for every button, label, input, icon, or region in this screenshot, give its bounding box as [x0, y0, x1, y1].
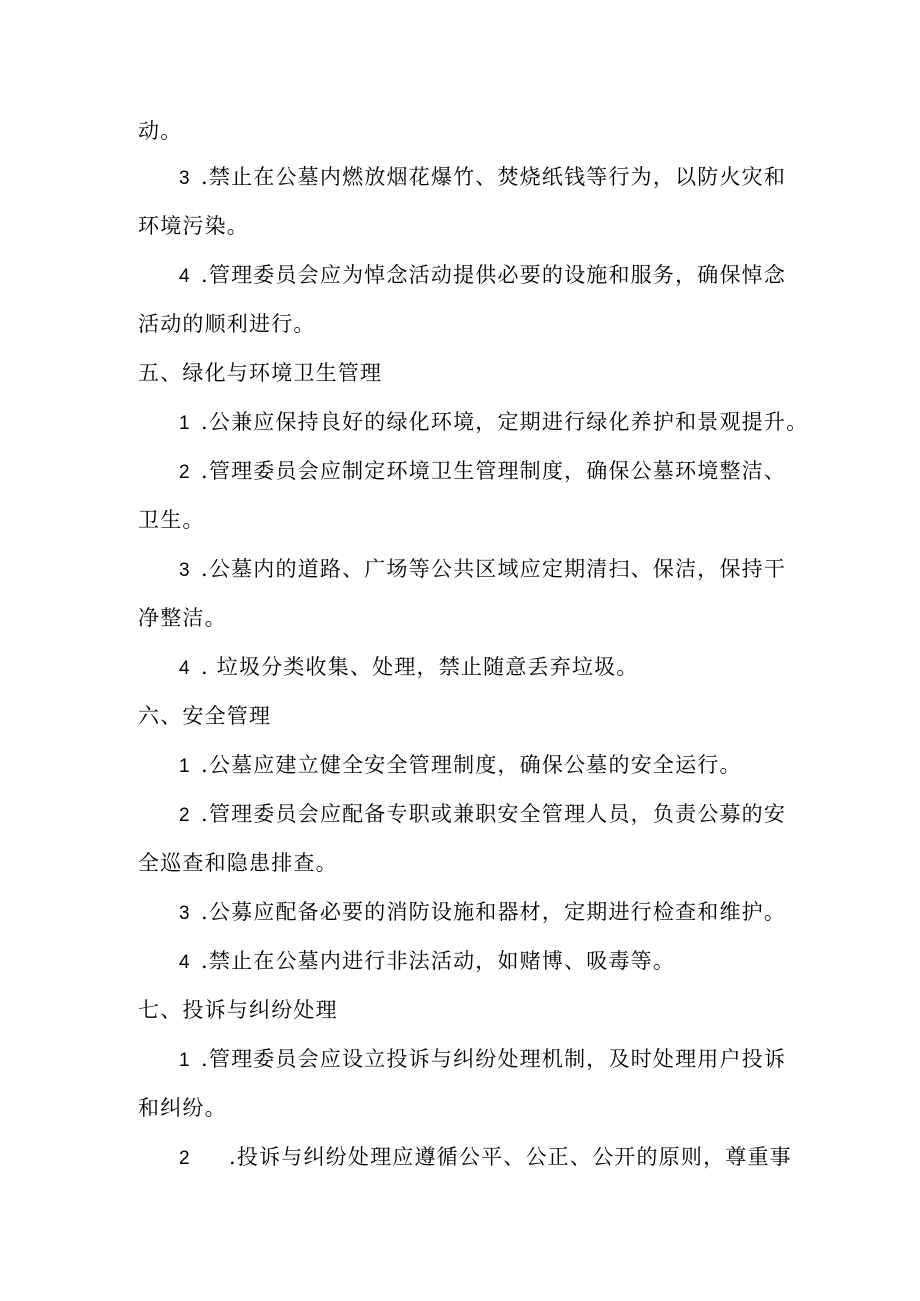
line-text: 和纠纷。: [138, 1096, 227, 1120]
item-number: 1: [179, 1050, 191, 1071]
text-line: [138, 117, 182, 145]
heading-text: 五、绿化与环境卫生管理: [138, 361, 383, 385]
list-item-1: [179, 1045, 786, 1075]
text-line: [138, 1094, 227, 1122]
item-number: 3: [179, 560, 191, 581]
list-item-2: [179, 800, 786, 830]
text-line: [138, 849, 338, 877]
list-item-2: [179, 457, 786, 487]
line-text: .公墓内的道路、广场等公共区域应定期清扫、保洁，保持干: [201, 557, 787, 581]
line-text: .禁止在公墓内进行非法活动，如赌博、吸毒等。: [201, 949, 676, 973]
text-line: [138, 604, 227, 632]
line-text: .管理委员会应配备专职或兼职安全管理人员，负责公募的安: [201, 802, 787, 826]
line-text: .公募应配备必要的消防设施和器材，定期进行检查和维护。: [201, 900, 787, 924]
item-number: 1: [179, 756, 191, 777]
list-item-1: [179, 751, 742, 781]
list-item-3: [179, 163, 786, 193]
line-text: .管理委员会应设立投诉与纠纷处理机制，及时处理用户投诉: [201, 1047, 787, 1071]
line-text: 活动的顺利进行。: [138, 312, 316, 336]
item-number: 4: [179, 658, 191, 679]
item-number: 4: [179, 266, 191, 287]
line-text: .公墓应建立健全安全管理制度，确保公墓的安全运行。: [201, 753, 742, 777]
heading-text: 七、投诉与纠纷处理: [138, 998, 338, 1022]
item-number: 2: [179, 462, 191, 483]
line-text: 净整洁。: [138, 606, 227, 630]
line-text: .投诉与纠纷处理应遵循公平、公正、公开的原则，尊重事: [229, 1145, 792, 1169]
text-line: [138, 506, 205, 534]
list-item-4: [179, 947, 675, 977]
section-heading: [138, 996, 338, 1024]
list-item-3: [179, 898, 786, 928]
line-text: .禁止在公墓内燃放烟花爆竹、焚烧纸钱等行为，以防火灾和: [201, 165, 787, 189]
item-number: 4: [179, 952, 191, 973]
item-number: 2: [179, 1148, 191, 1169]
text-line: [138, 310, 316, 338]
text-line: [138, 212, 249, 240]
section-heading: [138, 702, 271, 730]
item-number: 1: [179, 413, 191, 434]
line-text: .管理委员会应制定环境卫生管理制度，确保公墓环境整洁、: [201, 459, 787, 483]
line-text: .公兼应保持良好的绿化环境，定期进行绿化养护和景观提升。: [201, 410, 809, 434]
list-item-4: [179, 653, 639, 683]
item-number: 3: [179, 903, 191, 924]
line-text: 环境污染。: [138, 214, 249, 238]
item-number: 3: [179, 168, 191, 189]
line-text: 全巡查和隐患排查。: [138, 851, 338, 875]
list-item-4: [179, 261, 786, 291]
list-item-3: [179, 555, 786, 585]
heading-text: 六、安全管理: [138, 704, 272, 728]
list-item-2: [179, 1143, 792, 1173]
line-text: . 垃圾分类收集、处理，禁止随意丢弃垃圾。: [201, 655, 639, 679]
list-item-1: [179, 408, 808, 438]
item-number: 2: [179, 805, 191, 826]
line-text: 动。: [138, 119, 183, 143]
section-heading: [138, 359, 382, 387]
line-text: 卫生。: [138, 508, 205, 532]
line-text: .管理委员会应为悼念活动提供必要的设施和服务，确保悼念: [201, 263, 787, 287]
